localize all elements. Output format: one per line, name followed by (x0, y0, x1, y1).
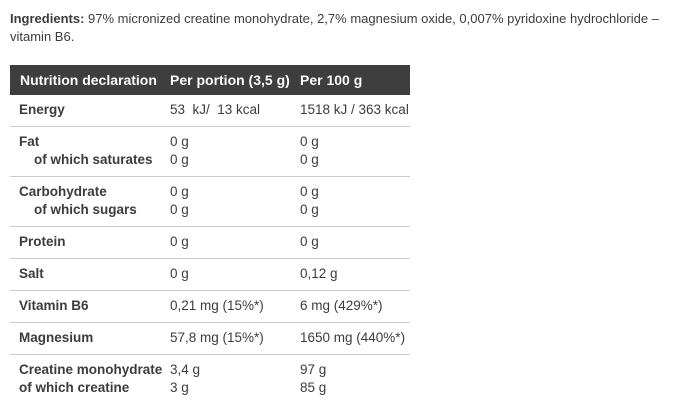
row-portion-value: 0 g (170, 134, 189, 149)
table-line (10, 183, 410, 201)
row-portion-value: 3,4 g (170, 362, 201, 377)
table-line (10, 101, 410, 119)
ingredients-label: Ingredients: (10, 11, 85, 26)
row-per100-value: 0 g (300, 134, 319, 149)
table-row-vitamin-b6 (10, 291, 410, 323)
row-label: Creatine monohydrate (19, 362, 163, 377)
row-label: Energy (19, 102, 65, 117)
nutrition-table (10, 65, 410, 404)
row-portion-value: 0 g (170, 266, 189, 281)
row-portion-value: 0,21 mg (15%*) (170, 298, 264, 313)
table-row-magnesium (10, 323, 410, 355)
table-line (10, 133, 410, 151)
row-per100-value: 0 g (300, 234, 319, 249)
row-per100-value: 1650 mg (440%*) (300, 330, 406, 345)
table-header-row (10, 65, 410, 95)
row-per100-value: 0 g (300, 184, 319, 199)
table-subline (10, 201, 410, 219)
row-portion-value: 53 kJ/ 13 kcal (170, 102, 261, 117)
header-per-portion: Per portion (3,5 g) (170, 72, 290, 88)
row-portion-value: 0 g (170, 202, 189, 217)
row-portion-value: 0 g (170, 152, 189, 167)
row-label: Magnesium (19, 330, 94, 345)
row-per100-value: 1518 kJ / 363 kcal (300, 102, 409, 117)
table-row-protein (10, 227, 410, 259)
row-label: Salt (19, 266, 44, 281)
row-label: Fat (19, 134, 40, 149)
table-line (10, 329, 410, 347)
row-per100-value: 0 g (300, 152, 319, 167)
table-line (10, 265, 410, 283)
row-per100-value: 0 g (300, 202, 319, 217)
row-sublabel: of which sugars (34, 202, 137, 217)
row-label: Carbohydrate (19, 184, 107, 199)
table-row-creatine-monohydrate (10, 355, 410, 404)
table-row-energy (10, 95, 410, 127)
table-subline (10, 379, 410, 397)
header-nutrition-declaration: Nutrition declaration (20, 72, 157, 88)
row-sublabel: of which saturates (34, 152, 153, 167)
row-portion-value: 0 g (170, 234, 189, 249)
table-row-fat (10, 127, 410, 177)
header-per-100g: Per 100 g (300, 72, 363, 88)
row-per100-value: 6 mg (429%*) (300, 298, 383, 313)
ingredients-text: 97% micronized creatine monohydrate, 2,7% magnesium oxide, 0,007% pyridoxine hydrochloride – vitamin B6. (10, 11, 659, 44)
row-portion-value: 0 g (170, 184, 189, 199)
row-per100-value: 0,12 g (300, 266, 338, 281)
row-sublabel: of which creatine (19, 380, 130, 395)
row-portion-value: 3 g (170, 380, 189, 395)
row-per100-value: 85 g (300, 380, 327, 395)
table-subline (10, 151, 410, 169)
table-line (10, 233, 410, 251)
ingredients-paragraph (10, 10, 682, 46)
row-label: Protein (19, 234, 66, 249)
row-per100-value: 97 g (300, 362, 327, 377)
table-row-salt (10, 259, 410, 291)
table-line (10, 297, 410, 315)
row-label: Vitamin B6 (19, 298, 89, 313)
table-row-carbohydrate (10, 177, 410, 227)
table-line (10, 361, 410, 379)
row-portion-value: 57,8 mg (15%*) (170, 330, 264, 345)
